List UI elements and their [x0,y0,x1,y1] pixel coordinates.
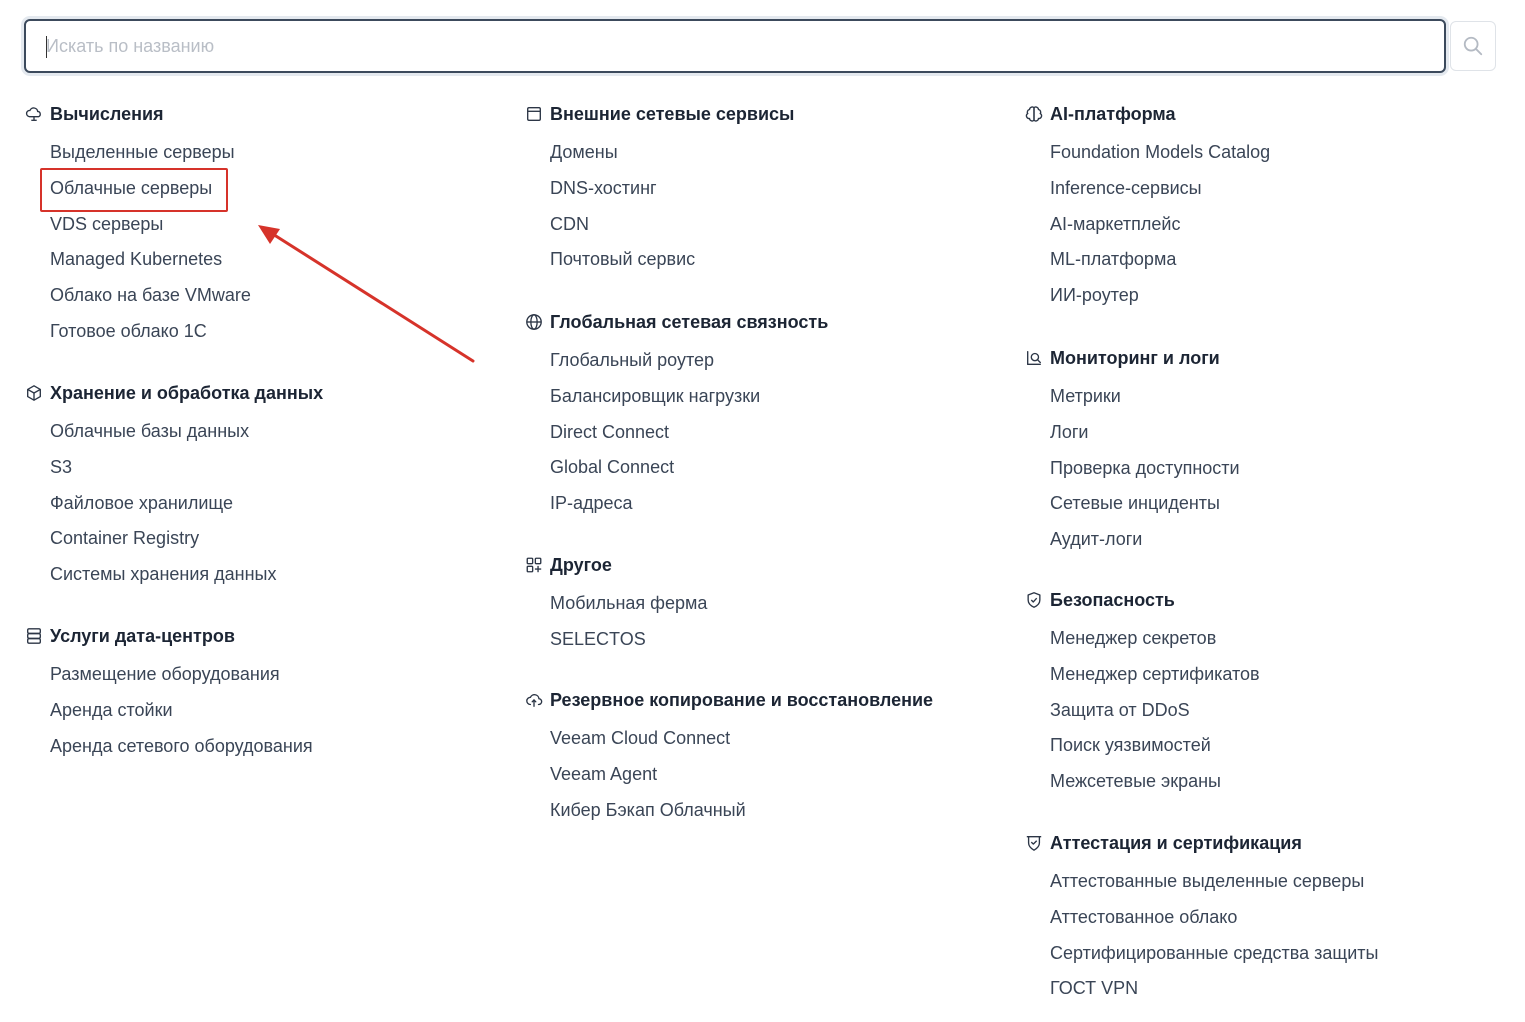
search-icon [1462,35,1484,57]
ai-brain-icon [1024,104,1044,124]
menu-item-mail-service[interactable]: Почтовый сервис [550,249,696,270]
section-title: Внешние сетевые сервисы [550,103,795,124]
section-header [1024,588,1260,612]
monitor-search-icon [1024,348,1044,368]
text-caret [46,36,47,58]
section-header [1024,831,1378,855]
annotation-arrow [250,215,490,375]
section-header [1024,346,1240,370]
section-compute [24,102,251,355]
menu-item-ddos-protection[interactable]: Защита от DDoS [1050,699,1190,720]
server-rack-icon [24,626,44,646]
cloud-upload-icon [524,690,544,710]
section-attestation [1024,831,1378,1012]
menu-item-network-incidents[interactable]: Сетевые инциденты [1050,493,1220,514]
shield-check-icon [1024,590,1044,610]
section-ai-platform [1024,102,1270,319]
menu-item-managed-kubernetes[interactable]: Managed Kubernetes [50,249,223,270]
menu-item-selectos[interactable]: SELECTOS [550,628,646,649]
section-title: Услуги дата-центров [50,625,235,646]
menu-item-storage-systems[interactable]: Системы хранения данных [50,564,277,585]
section-security [1024,588,1260,805]
menu-item-audit-logs[interactable]: Аудит-логи [1050,529,1143,550]
menu-item-secrets-manager[interactable]: Менеджер секретов [1050,628,1217,648]
menu-item-foundation-models[interactable]: Foundation Models Catalog [1050,142,1271,162]
cube-icon [24,383,44,403]
menu-item-global-router[interactable]: Глобальный роутер [550,350,715,370]
menu-item-veeam-agent[interactable]: Veeam Agent [550,763,658,784]
menu-item-colocation[interactable]: Размещение оборудования [50,664,280,684]
menu-item-file-storage[interactable]: Файловое хранилище [50,492,234,513]
menu-item-vmware-cloud[interactable]: Облако на базе VMware [50,285,251,306]
section-title: Безопасность [1050,589,1175,610]
section-header [524,310,828,334]
section-monitoring [1024,346,1240,563]
search-input[interactable] [26,21,1444,71]
section-title: AI-платформа [1050,103,1176,124]
section-header [1024,102,1270,126]
menu-item-container-registry[interactable]: Container Registry [50,528,200,549]
menu-item-ml-platform[interactable]: ML-платформа [1050,249,1177,270]
search-input-wrapper [24,19,1446,73]
grid-plus-icon [524,555,544,575]
menu-item-direct-connect[interactable]: Direct Connect [550,421,670,442]
section-datacenter [24,624,313,769]
section-title: Другое [550,554,612,575]
menu-item-uptime-check[interactable]: Проверка доступности [1050,457,1240,478]
section-title: Глобальная сетевая связность [550,311,829,332]
menu-item-veeam-cloud-connect[interactable]: Veeam Cloud Connect [550,728,731,748]
menu-item-s3[interactable]: S3 [50,456,73,477]
menu-item-attested-cloud[interactable]: Аттестованное облако [1050,906,1238,927]
menu-item-ai-router[interactable]: ИИ-роутер [1050,285,1139,306]
section-external-network [524,102,794,283]
section-title: Резервное копирование и восстановление [550,689,934,710]
section-backup [524,688,933,833]
menu-item-global-connect[interactable]: Global Connect [550,457,675,478]
section-title: Мониторинг и логи [1050,347,1220,368]
section-header [524,688,933,712]
menu-item-dedicated-servers[interactable]: Выделенные серверы [50,142,235,162]
section-storage [24,381,323,598]
menu-item-domains[interactable]: Домены [550,142,618,162]
search-button[interactable] [1450,21,1496,71]
window-icon [524,104,544,124]
menu-item-cloud-servers[interactable]: Облачные серверы [50,177,213,198]
menu-item-attested-dedicated-servers[interactable]: Аттестованные выделенные серверы [1050,871,1365,891]
section-other [524,553,707,663]
menu-item-load-balancer[interactable]: Балансировщик нагрузки [550,385,761,406]
menu-item-rack-rental[interactable]: Аренда стойки [50,699,173,720]
menu-item-gost-vpn[interactable]: ГОСТ VPN [1050,978,1139,999]
section-header [524,102,794,126]
menu-item-mobile-farm[interactable]: Мобильная ферма [550,593,708,613]
menu-item-logs[interactable]: Логи [1050,421,1089,442]
menu-item-certified-security-tools[interactable]: Сертифицированные средства защиты [1050,942,1379,963]
menu-item-vds-servers[interactable]: VDS серверы [50,213,164,234]
menu-item-firewalls[interactable]: Межсетевые экраны [1050,771,1221,792]
menu-item-network-equipment-rental[interactable]: Аренда сетевого оборудования [50,735,313,756]
menu-item-metrics[interactable]: Метрики [1050,386,1121,406]
section-title: Вычисления [50,103,164,124]
menu-item-inference-services[interactable]: Inference-сервисы [1050,177,1202,198]
menu-item-1c-cloud[interactable]: Готовое облако 1С [50,320,207,341]
menu-item-dns-hosting[interactable]: DNS-хостинг [550,177,657,198]
section-header [24,102,251,126]
menu-item-vulnerability-scan[interactable]: Поиск уязвимостей [1050,735,1211,756]
menu-item-certificate-manager[interactable]: Менеджер сертификатов [1050,663,1260,684]
menu-item-ai-marketplace[interactable]: AI-маркетплейс [1050,213,1181,234]
menu-item-cloud-databases[interactable]: Облачные базы данных [50,421,250,441]
section-header [524,553,707,577]
cloud-compute-icon [24,104,44,124]
globe-icon [524,312,544,332]
section-global-network [524,310,828,527]
section-title: Аттестация и сертификация [1050,832,1302,853]
menu-item-cdn[interactable]: CDN [550,213,589,234]
section-title: Хранение и обработка данных [50,382,324,403]
menu-item-ip-addresses[interactable]: IP-адреса [550,493,633,514]
certificate-icon [1024,833,1044,853]
menu-item-cyber-backup[interactable]: Кибер Бэкап Облачный [550,799,746,820]
section-header [24,624,313,648]
section-header [24,381,323,405]
search-bar [24,19,1496,73]
